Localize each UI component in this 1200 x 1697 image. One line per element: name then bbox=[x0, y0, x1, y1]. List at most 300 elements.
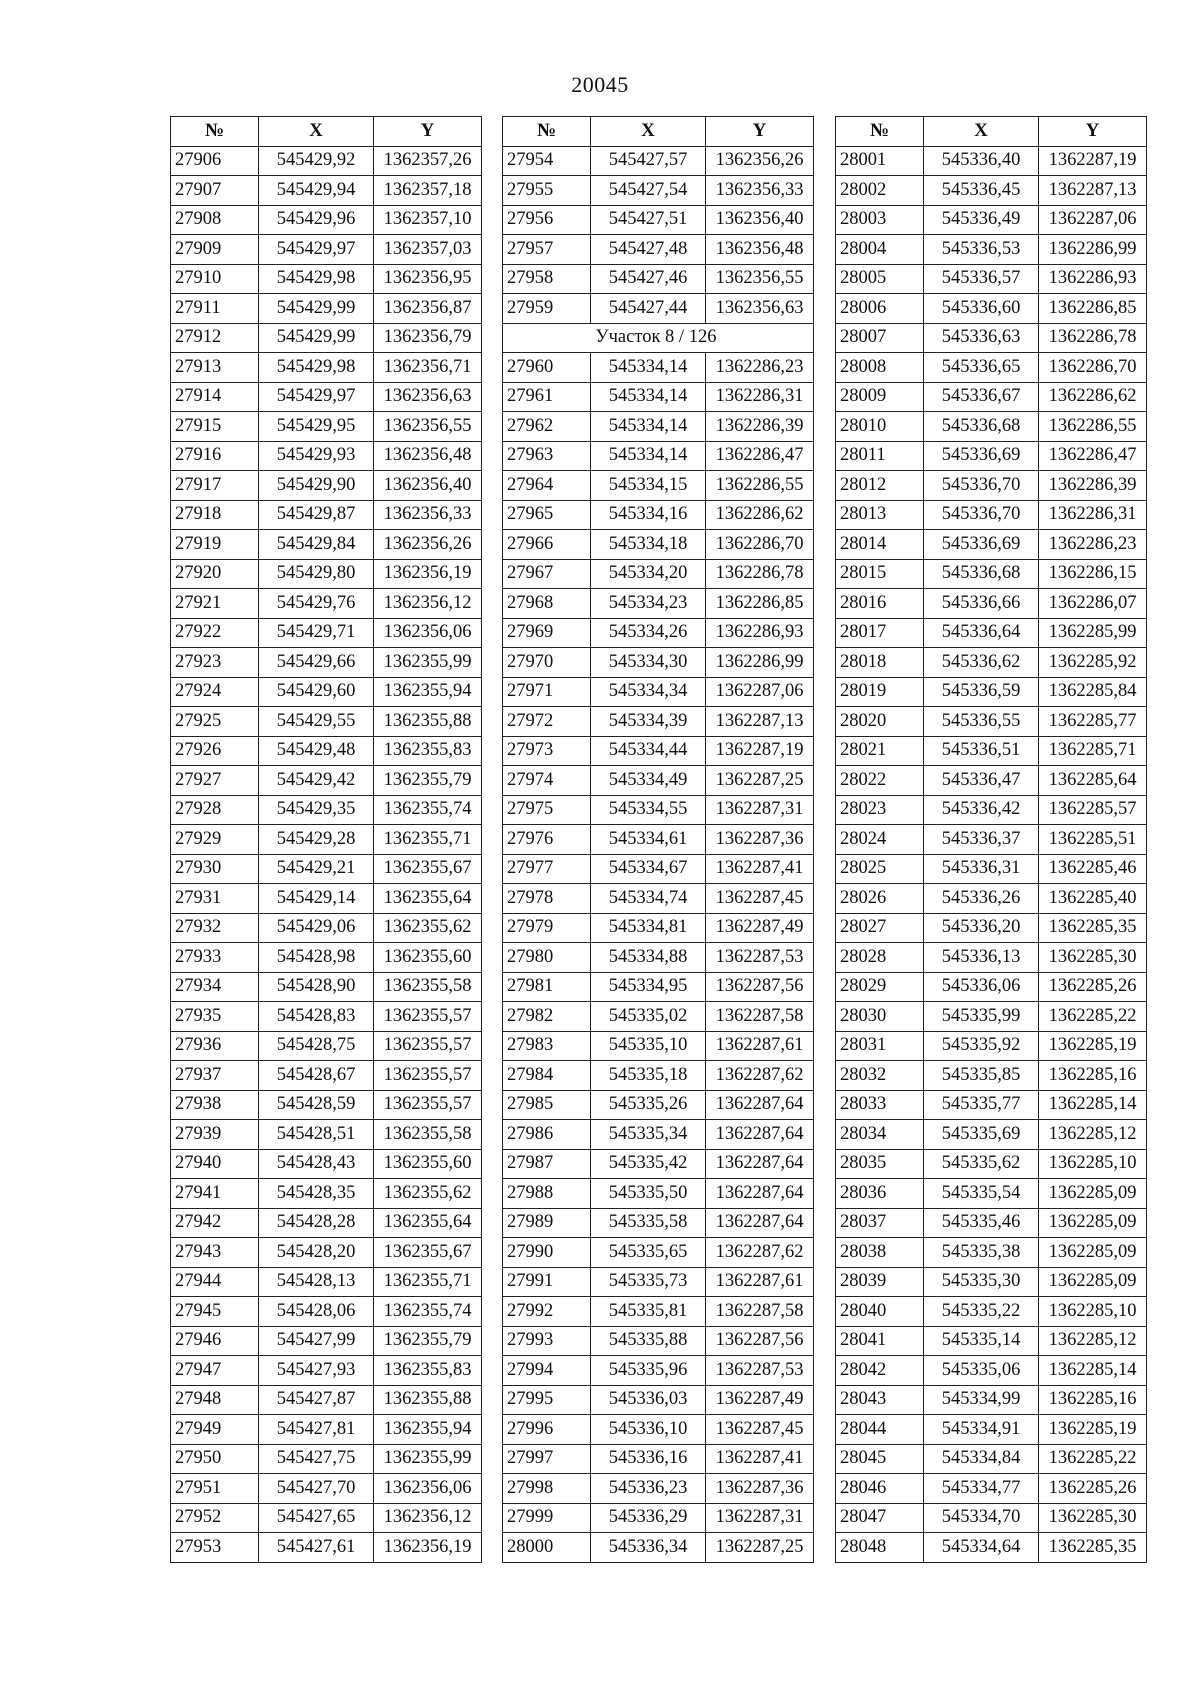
x-coordinate-cell: 545334,99 bbox=[924, 1385, 1039, 1415]
table-row bbox=[836, 677, 1147, 707]
point-number-cell: 27915 bbox=[171, 412, 259, 442]
point-number-cell: 27955 bbox=[503, 176, 591, 206]
y-coordinate-cell: 1362285,35 bbox=[1039, 1533, 1147, 1563]
x-coordinate-cell: 545334,18 bbox=[591, 530, 706, 560]
y-coordinate-cell: 1362287,31 bbox=[706, 1503, 814, 1533]
table-row bbox=[171, 854, 482, 884]
x-coordinate-cell: 545428,35 bbox=[259, 1179, 374, 1209]
x-coordinate-cell: 545334,14 bbox=[591, 441, 706, 471]
x-coordinate-cell: 545429,06 bbox=[259, 913, 374, 943]
x-coordinate-cell: 545335,81 bbox=[591, 1297, 706, 1327]
point-number-cell: 27971 bbox=[503, 677, 591, 707]
point-number-cell: 27968 bbox=[503, 589, 591, 619]
point-number-cell: 27933 bbox=[171, 943, 259, 973]
table-header-row bbox=[836, 117, 1147, 147]
x-coordinate-cell: 545429,98 bbox=[259, 264, 374, 294]
table-header-row bbox=[171, 117, 482, 147]
table-row bbox=[171, 530, 482, 560]
table-row bbox=[836, 943, 1147, 973]
y-coordinate-cell: 1362286,39 bbox=[1039, 471, 1147, 501]
table-row bbox=[171, 618, 482, 648]
column-header-number: № bbox=[503, 117, 591, 147]
point-number-cell: 27943 bbox=[171, 1238, 259, 1268]
point-number-cell: 27979 bbox=[503, 913, 591, 943]
y-coordinate-cell: 1362355,62 bbox=[374, 913, 482, 943]
y-coordinate-cell: 1362355,71 bbox=[374, 825, 482, 855]
x-coordinate-cell: 545429,98 bbox=[259, 353, 374, 383]
point-number-cell: 27949 bbox=[171, 1415, 259, 1445]
y-coordinate-cell: 1362355,57 bbox=[374, 1090, 482, 1120]
x-coordinate-cell: 545428,20 bbox=[259, 1238, 374, 1268]
x-coordinate-cell: 545427,70 bbox=[259, 1474, 374, 1504]
x-coordinate-cell: 545428,83 bbox=[259, 1002, 374, 1032]
x-coordinate-cell: 545336,06 bbox=[924, 972, 1039, 1002]
x-coordinate-cell: 545336,03 bbox=[591, 1385, 706, 1415]
point-number-cell: 28007 bbox=[836, 323, 924, 353]
point-number-cell: 27950 bbox=[171, 1444, 259, 1474]
x-coordinate-cell: 545335,34 bbox=[591, 1120, 706, 1150]
table-row bbox=[503, 235, 814, 265]
y-coordinate-cell: 1362287,64 bbox=[706, 1120, 814, 1150]
y-coordinate-cell: 1362356,63 bbox=[706, 294, 814, 324]
y-coordinate-cell: 1362287,64 bbox=[706, 1179, 814, 1209]
x-coordinate-cell: 545336,63 bbox=[924, 323, 1039, 353]
x-coordinate-cell: 545428,06 bbox=[259, 1297, 374, 1327]
point-number-cell: 27973 bbox=[503, 736, 591, 766]
point-number-cell: 27960 bbox=[503, 353, 591, 383]
x-coordinate-cell: 545335,73 bbox=[591, 1267, 706, 1297]
x-coordinate-cell: 545336,13 bbox=[924, 943, 1039, 973]
table-row bbox=[836, 825, 1147, 855]
x-coordinate-cell: 545336,29 bbox=[591, 1503, 706, 1533]
point-number-cell: 28002 bbox=[836, 176, 924, 206]
x-coordinate-cell: 545334,95 bbox=[591, 972, 706, 1002]
table-row bbox=[836, 323, 1147, 353]
y-coordinate-cell: 1362355,94 bbox=[374, 677, 482, 707]
x-coordinate-cell: 545334,88 bbox=[591, 943, 706, 973]
x-coordinate-cell: 545336,66 bbox=[924, 589, 1039, 619]
x-coordinate-cell: 545336,51 bbox=[924, 736, 1039, 766]
x-coordinate-cell: 545336,40 bbox=[924, 146, 1039, 176]
y-coordinate-cell: 1362286,23 bbox=[706, 353, 814, 383]
x-coordinate-cell: 545428,90 bbox=[259, 972, 374, 1002]
page-number: 20045 bbox=[571, 72, 629, 97]
point-number-cell: 28039 bbox=[836, 1267, 924, 1297]
table-row bbox=[503, 884, 814, 914]
y-coordinate-cell: 1362287,62 bbox=[706, 1238, 814, 1268]
x-coordinate-cell: 545334,91 bbox=[924, 1415, 1039, 1445]
point-number-cell: 28022 bbox=[836, 766, 924, 796]
x-coordinate-cell: 545428,98 bbox=[259, 943, 374, 973]
x-coordinate-cell: 545335,10 bbox=[591, 1031, 706, 1061]
y-coordinate-cell: 1362286,07 bbox=[1039, 589, 1147, 619]
table-row bbox=[171, 559, 482, 589]
y-coordinate-cell: 1362286,93 bbox=[706, 618, 814, 648]
x-coordinate-cell: 545429,80 bbox=[259, 559, 374, 589]
point-number-cell: 27929 bbox=[171, 825, 259, 855]
y-coordinate-cell: 1362355,71 bbox=[374, 1267, 482, 1297]
x-coordinate-cell: 545427,54 bbox=[591, 176, 706, 206]
y-coordinate-cell: 1362287,61 bbox=[706, 1267, 814, 1297]
y-coordinate-cell: 1362356,12 bbox=[374, 1503, 482, 1533]
x-coordinate-cell: 545427,93 bbox=[259, 1356, 374, 1386]
x-coordinate-cell: 545335,92 bbox=[924, 1031, 1039, 1061]
table-row bbox=[171, 1297, 482, 1327]
table-row bbox=[171, 1002, 482, 1032]
table-row bbox=[503, 1061, 814, 1091]
y-coordinate-cell: 1362287,41 bbox=[706, 854, 814, 884]
y-coordinate-cell: 1362285,22 bbox=[1039, 1002, 1147, 1032]
x-coordinate-cell: 545429,97 bbox=[259, 235, 374, 265]
point-number-cell: 28003 bbox=[836, 205, 924, 235]
point-number-cell: 28033 bbox=[836, 1090, 924, 1120]
y-coordinate-cell: 1362287,61 bbox=[706, 1031, 814, 1061]
y-coordinate-cell: 1362285,09 bbox=[1039, 1208, 1147, 1238]
table-row bbox=[836, 1149, 1147, 1179]
y-coordinate-cell: 1362356,40 bbox=[706, 205, 814, 235]
y-coordinate-cell: 1362286,31 bbox=[706, 382, 814, 412]
x-coordinate-cell: 545336,34 bbox=[591, 1533, 706, 1563]
y-coordinate-cell: 1362286,70 bbox=[706, 530, 814, 560]
table-row bbox=[503, 1326, 814, 1356]
x-coordinate-cell: 545429,76 bbox=[259, 589, 374, 619]
table-row bbox=[171, 825, 482, 855]
point-number-cell: 27975 bbox=[503, 795, 591, 825]
x-coordinate-cell: 545336,10 bbox=[591, 1415, 706, 1445]
point-number-cell: 27942 bbox=[171, 1208, 259, 1238]
table-row bbox=[503, 1090, 814, 1120]
y-coordinate-cell: 1362356,12 bbox=[374, 589, 482, 619]
x-coordinate-cell: 545429,99 bbox=[259, 294, 374, 324]
y-coordinate-cell: 1362355,60 bbox=[374, 1149, 482, 1179]
table-body bbox=[836, 146, 1147, 1562]
table-row bbox=[171, 1533, 482, 1563]
y-coordinate-cell: 1362355,67 bbox=[374, 1238, 482, 1268]
table-row bbox=[836, 1297, 1147, 1327]
y-coordinate-cell: 1362355,88 bbox=[374, 707, 482, 737]
point-number-cell: 27948 bbox=[171, 1385, 259, 1415]
y-coordinate-cell: 1362355,83 bbox=[374, 1356, 482, 1386]
point-number-cell: 27962 bbox=[503, 412, 591, 442]
point-number-cell: 27991 bbox=[503, 1267, 591, 1297]
table-row bbox=[836, 1444, 1147, 1474]
x-coordinate-cell: 545428,28 bbox=[259, 1208, 374, 1238]
table-row bbox=[836, 1090, 1147, 1120]
x-coordinate-cell: 545429,96 bbox=[259, 205, 374, 235]
point-number-cell: 28017 bbox=[836, 618, 924, 648]
y-coordinate-cell: 1362287,19 bbox=[1039, 146, 1147, 176]
column-header-x: X bbox=[259, 117, 374, 147]
y-coordinate-cell: 1362355,57 bbox=[374, 1031, 482, 1061]
y-coordinate-cell: 1362285,84 bbox=[1039, 677, 1147, 707]
y-coordinate-cell: 1362286,31 bbox=[1039, 500, 1147, 530]
y-coordinate-cell: 1362285,64 bbox=[1039, 766, 1147, 796]
table-row bbox=[171, 1120, 482, 1150]
table-row bbox=[171, 205, 482, 235]
x-coordinate-cell: 545336,57 bbox=[924, 264, 1039, 294]
table-row bbox=[836, 854, 1147, 884]
x-coordinate-cell: 545335,62 bbox=[924, 1149, 1039, 1179]
point-number-cell: 27928 bbox=[171, 795, 259, 825]
x-coordinate-cell: 545336,53 bbox=[924, 235, 1039, 265]
y-coordinate-cell: 1362285,22 bbox=[1039, 1444, 1147, 1474]
x-coordinate-cell: 545336,62 bbox=[924, 648, 1039, 678]
table-row bbox=[171, 677, 482, 707]
point-number-cell: 27988 bbox=[503, 1179, 591, 1209]
y-coordinate-cell: 1362355,88 bbox=[374, 1385, 482, 1415]
x-coordinate-cell: 545336,70 bbox=[924, 500, 1039, 530]
table-row bbox=[171, 1238, 482, 1268]
y-coordinate-cell: 1362285,30 bbox=[1039, 1503, 1147, 1533]
point-number-cell: 27913 bbox=[171, 353, 259, 383]
x-coordinate-cell: 545334,23 bbox=[591, 589, 706, 619]
point-number-cell: 27927 bbox=[171, 766, 259, 796]
table-row bbox=[836, 648, 1147, 678]
point-number-cell: 27970 bbox=[503, 648, 591, 678]
x-coordinate-cell: 545427,57 bbox=[591, 146, 706, 176]
point-number-cell: 27957 bbox=[503, 235, 591, 265]
table-row bbox=[503, 471, 814, 501]
y-coordinate-cell: 1362286,78 bbox=[706, 559, 814, 589]
table-row bbox=[171, 235, 482, 265]
y-coordinate-cell: 1362286,47 bbox=[706, 441, 814, 471]
x-coordinate-cell: 545335,65 bbox=[591, 1238, 706, 1268]
x-coordinate-cell: 545427,81 bbox=[259, 1415, 374, 1445]
point-number-cell: 27996 bbox=[503, 1415, 591, 1445]
x-coordinate-cell: 545427,65 bbox=[259, 1503, 374, 1533]
y-coordinate-cell: 1362287,56 bbox=[706, 972, 814, 1002]
table-row bbox=[171, 353, 482, 383]
point-number-cell: 27997 bbox=[503, 1444, 591, 1474]
table-row bbox=[503, 1444, 814, 1474]
x-coordinate-cell: 545429,48 bbox=[259, 736, 374, 766]
x-coordinate-cell: 545428,67 bbox=[259, 1061, 374, 1091]
point-number-cell: 28012 bbox=[836, 471, 924, 501]
point-number-cell: 27946 bbox=[171, 1326, 259, 1356]
y-coordinate-cell: 1362285,51 bbox=[1039, 825, 1147, 855]
table-row bbox=[503, 1208, 814, 1238]
table-header-row bbox=[503, 117, 814, 147]
y-coordinate-cell: 1362287,45 bbox=[706, 1415, 814, 1445]
x-coordinate-cell: 545429,21 bbox=[259, 854, 374, 884]
point-number-cell: 27944 bbox=[171, 1267, 259, 1297]
x-coordinate-cell: 545429,66 bbox=[259, 648, 374, 678]
x-coordinate-cell: 545336,42 bbox=[924, 795, 1039, 825]
table-row bbox=[836, 500, 1147, 530]
point-number-cell: 28001 bbox=[836, 146, 924, 176]
point-number-cell: 27998 bbox=[503, 1474, 591, 1504]
y-coordinate-cell: 1362355,58 bbox=[374, 972, 482, 1002]
y-coordinate-cell: 1362357,26 bbox=[374, 146, 482, 176]
x-coordinate-cell: 545427,87 bbox=[259, 1385, 374, 1415]
x-coordinate-cell: 545429,60 bbox=[259, 677, 374, 707]
y-coordinate-cell: 1362286,99 bbox=[1039, 235, 1147, 265]
x-coordinate-cell: 545336,55 bbox=[924, 707, 1039, 737]
x-coordinate-cell: 545335,06 bbox=[924, 1356, 1039, 1386]
point-number-cell: 28047 bbox=[836, 1503, 924, 1533]
x-coordinate-cell: 545427,44 bbox=[591, 294, 706, 324]
table-row bbox=[836, 795, 1147, 825]
x-coordinate-cell: 545429,28 bbox=[259, 825, 374, 855]
y-coordinate-cell: 1362287,06 bbox=[706, 677, 814, 707]
x-coordinate-cell: 545336,49 bbox=[924, 205, 1039, 235]
x-coordinate-cell: 545334,64 bbox=[924, 1533, 1039, 1563]
table-row bbox=[836, 1061, 1147, 1091]
table-row bbox=[503, 1238, 814, 1268]
table-row bbox=[836, 235, 1147, 265]
table-row bbox=[503, 1002, 814, 1032]
y-coordinate-cell: 1362356,71 bbox=[374, 353, 482, 383]
x-coordinate-cell: 545427,51 bbox=[591, 205, 706, 235]
x-coordinate-cell: 545428,51 bbox=[259, 1120, 374, 1150]
x-coordinate-cell: 545427,46 bbox=[591, 264, 706, 294]
point-number-cell: 27930 bbox=[171, 854, 259, 884]
table-row bbox=[503, 1415, 814, 1445]
y-coordinate-cell: 1362287,64 bbox=[706, 1208, 814, 1238]
table-row bbox=[503, 441, 814, 471]
table-row bbox=[171, 795, 482, 825]
table-row bbox=[503, 913, 814, 943]
table-row bbox=[171, 1208, 482, 1238]
point-number-cell: 27926 bbox=[171, 736, 259, 766]
y-coordinate-cell: 1362357,18 bbox=[374, 176, 482, 206]
x-coordinate-cell: 545336,31 bbox=[924, 854, 1039, 884]
point-number-cell: 27918 bbox=[171, 500, 259, 530]
point-number-cell: 28025 bbox=[836, 854, 924, 884]
y-coordinate-cell: 1362287,49 bbox=[706, 1385, 814, 1415]
x-coordinate-cell: 545335,02 bbox=[591, 1002, 706, 1032]
x-coordinate-cell: 545334,77 bbox=[924, 1474, 1039, 1504]
x-coordinate-cell: 545427,48 bbox=[591, 235, 706, 265]
table-row bbox=[836, 1385, 1147, 1415]
x-coordinate-cell: 545335,42 bbox=[591, 1149, 706, 1179]
x-coordinate-cell: 545428,59 bbox=[259, 1090, 374, 1120]
table-row bbox=[836, 1208, 1147, 1238]
table-row bbox=[503, 176, 814, 206]
x-coordinate-cell: 545335,46 bbox=[924, 1208, 1039, 1238]
table-row bbox=[171, 913, 482, 943]
y-coordinate-cell: 1362287,53 bbox=[706, 943, 814, 973]
point-number-cell: 27987 bbox=[503, 1149, 591, 1179]
x-coordinate-cell: 545336,69 bbox=[924, 441, 1039, 471]
point-number-cell: 27966 bbox=[503, 530, 591, 560]
point-number-cell: 28020 bbox=[836, 707, 924, 737]
table-row bbox=[171, 707, 482, 737]
point-number-cell: 27972 bbox=[503, 707, 591, 737]
y-coordinate-cell: 1362285,09 bbox=[1039, 1238, 1147, 1268]
point-number-cell: 28000 bbox=[503, 1533, 591, 1563]
point-number-cell: 27947 bbox=[171, 1356, 259, 1386]
y-coordinate-cell: 1362356,63 bbox=[374, 382, 482, 412]
x-coordinate-cell: 545336,67 bbox=[924, 382, 1039, 412]
y-coordinate-cell: 1362355,74 bbox=[374, 795, 482, 825]
y-coordinate-cell: 1362355,57 bbox=[374, 1061, 482, 1091]
x-coordinate-cell: 545429,97 bbox=[259, 382, 374, 412]
table-row bbox=[503, 1297, 814, 1327]
point-number-cell: 28031 bbox=[836, 1031, 924, 1061]
y-coordinate-cell: 1362286,47 bbox=[1039, 441, 1147, 471]
point-number-cell: 27917 bbox=[171, 471, 259, 501]
y-coordinate-cell: 1362287,13 bbox=[706, 707, 814, 737]
x-coordinate-cell: 545429,84 bbox=[259, 530, 374, 560]
table-row bbox=[503, 972, 814, 1002]
y-coordinate-cell: 1362355,57 bbox=[374, 1002, 482, 1032]
x-coordinate-cell: 545336,59 bbox=[924, 677, 1039, 707]
point-number-cell: 28028 bbox=[836, 943, 924, 973]
x-coordinate-cell: 545336,68 bbox=[924, 559, 1039, 589]
point-number-cell: 27939 bbox=[171, 1120, 259, 1150]
x-coordinate-cell: 545429,55 bbox=[259, 707, 374, 737]
table-row bbox=[836, 1267, 1147, 1297]
point-number-cell: 28026 bbox=[836, 884, 924, 914]
table-row bbox=[503, 500, 814, 530]
x-coordinate-cell: 545334,14 bbox=[591, 412, 706, 442]
point-number-cell: 27936 bbox=[171, 1031, 259, 1061]
table-row bbox=[503, 736, 814, 766]
table-row bbox=[836, 441, 1147, 471]
table-row bbox=[836, 1326, 1147, 1356]
x-coordinate-cell: 545335,14 bbox=[924, 1326, 1039, 1356]
x-coordinate-cell: 545334,34 bbox=[591, 677, 706, 707]
table-row bbox=[171, 943, 482, 973]
table-row bbox=[171, 1474, 482, 1504]
point-number-cell: 28041 bbox=[836, 1326, 924, 1356]
point-number-cell: 27977 bbox=[503, 854, 591, 884]
y-coordinate-cell: 1362285,14 bbox=[1039, 1090, 1147, 1120]
y-coordinate-cell: 1362355,74 bbox=[374, 1297, 482, 1327]
table-row bbox=[836, 766, 1147, 796]
point-number-cell: 27993 bbox=[503, 1326, 591, 1356]
point-number-cell: 27999 bbox=[503, 1503, 591, 1533]
point-number-cell: 28027 bbox=[836, 913, 924, 943]
table-row bbox=[171, 441, 482, 471]
point-number-cell: 27908 bbox=[171, 205, 259, 235]
y-coordinate-cell: 1362285,99 bbox=[1039, 618, 1147, 648]
x-coordinate-cell: 545334,44 bbox=[591, 736, 706, 766]
point-number-cell: 28037 bbox=[836, 1208, 924, 1238]
column-header-number: № bbox=[171, 117, 259, 147]
point-number-cell: 27959 bbox=[503, 294, 591, 324]
table-row bbox=[836, 1120, 1147, 1150]
table-row bbox=[503, 1120, 814, 1150]
column-header-y: Y bbox=[374, 117, 482, 147]
point-number-cell: 27911 bbox=[171, 294, 259, 324]
y-coordinate-cell: 1362356,40 bbox=[374, 471, 482, 501]
table-row bbox=[503, 1503, 814, 1533]
table-row bbox=[503, 677, 814, 707]
y-coordinate-cell: 1362286,99 bbox=[706, 648, 814, 678]
table-row bbox=[503, 1385, 814, 1415]
point-number-cell: 27986 bbox=[503, 1120, 591, 1150]
y-coordinate-cell: 1362287,13 bbox=[1039, 176, 1147, 206]
point-number-cell: 28036 bbox=[836, 1179, 924, 1209]
x-coordinate-cell: 545334,81 bbox=[591, 913, 706, 943]
x-coordinate-cell: 545336,68 bbox=[924, 412, 1039, 442]
table-row bbox=[171, 1031, 482, 1061]
point-number-cell: 28011 bbox=[836, 441, 924, 471]
point-number-cell: 27990 bbox=[503, 1238, 591, 1268]
point-number-cell: 28034 bbox=[836, 1120, 924, 1150]
table-row bbox=[171, 500, 482, 530]
point-number-cell: 27994 bbox=[503, 1356, 591, 1386]
point-number-cell: 27963 bbox=[503, 441, 591, 471]
y-coordinate-cell: 1362285,19 bbox=[1039, 1415, 1147, 1445]
y-coordinate-cell: 1362355,99 bbox=[374, 1444, 482, 1474]
point-number-cell: 27981 bbox=[503, 972, 591, 1002]
point-number-cell: 28029 bbox=[836, 972, 924, 1002]
point-number-cell: 28006 bbox=[836, 294, 924, 324]
x-coordinate-cell: 545335,58 bbox=[591, 1208, 706, 1238]
